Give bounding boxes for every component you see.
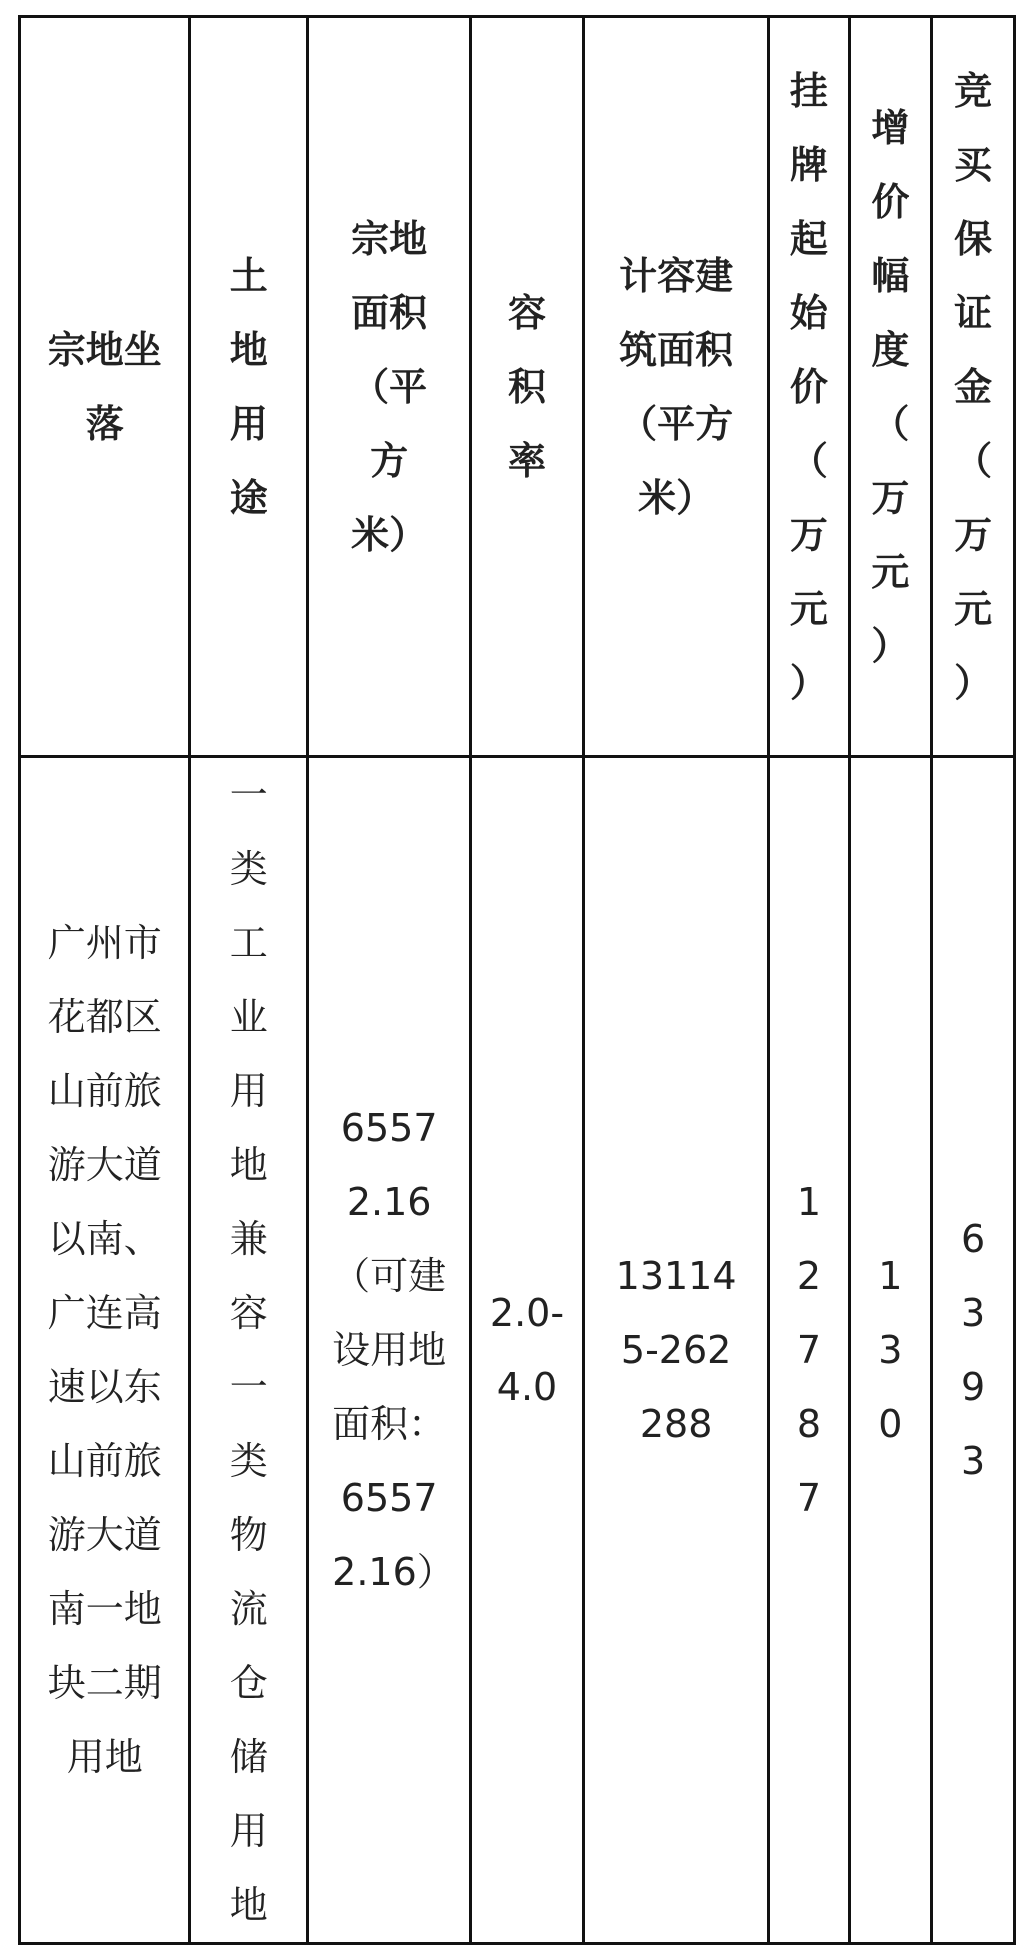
header-building-area — [583, 17, 768, 757]
header-increment-label: 增价幅度（万元） — [871, 105, 910, 668]
header-land-use-label: 土地用途 — [229, 253, 268, 520]
cell-land-use-value: 一类工业用地兼容一类物流仓储用地 — [229, 773, 268, 1927]
header-parcel-area-label: 宗地面积（平方米） — [351, 216, 428, 557]
header-start-price — [769, 17, 849, 757]
cell-location-value: 广州市花都区山前旅游大道以南、广连高速以东山前旅游大道南一地块二期用地 — [47, 921, 162, 1779]
header-parcel-area — [308, 17, 471, 757]
header-deposit-label: 竞买 保证金（万元） — [954, 68, 993, 705]
cell-deposit-value: 6393 — [961, 1217, 986, 1483]
header-building-area-label: 计容建筑面积（平方米） — [619, 253, 734, 520]
cell-building-area-value: 131145-262288 — [615, 1254, 737, 1446]
header-start-price-label: 挂牌起始价（万元） — [789, 68, 828, 705]
cell-far — [471, 757, 584, 1944]
header-location-label: 宗地坐落 — [47, 327, 162, 446]
header-far-label: 容积率 — [507, 290, 546, 483]
cell-location — [20, 757, 190, 1944]
header-land-use — [190, 17, 308, 757]
header-far — [471, 17, 584, 757]
land-auction-table — [18, 15, 1016, 1945]
cell-start-price — [769, 757, 849, 1944]
header-deposit — [932, 17, 1015, 757]
cell-increment-value: 130 — [878, 1254, 903, 1446]
cell-far-value: 2.0-4.0 — [489, 1291, 565, 1409]
cell-increment — [849, 757, 932, 1944]
cell-land-use — [190, 757, 308, 1944]
cell-deposit — [932, 757, 1015, 1944]
cell-parcel-area-value: 65572.16（可建设用地面积：65572.16） — [332, 1106, 455, 1594]
header-increment — [849, 17, 932, 757]
header-location — [20, 17, 190, 757]
cell-start-price-value: 12787 — [796, 1180, 822, 1520]
cell-building-area — [583, 757, 768, 1944]
header-row — [20, 17, 1015, 757]
table-row — [20, 757, 1015, 1944]
cell-parcel-area — [308, 757, 471, 1944]
